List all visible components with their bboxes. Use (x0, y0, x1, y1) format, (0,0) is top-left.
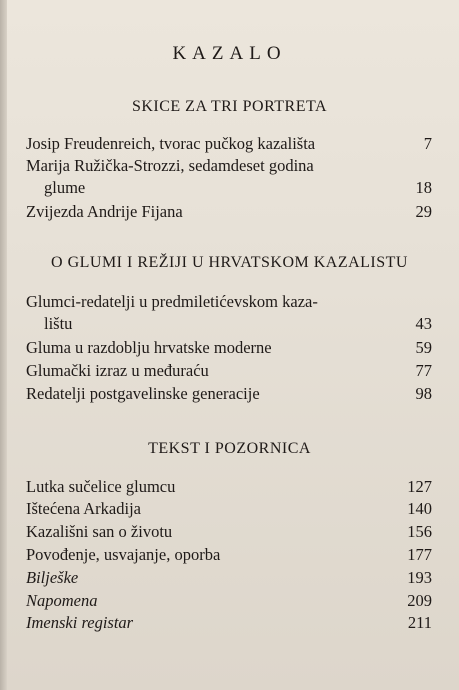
toc-entry (26, 155, 432, 199)
toc-entry-title-continuation: lištu (44, 314, 73, 333)
toc-entry (26, 590, 432, 612)
toc-entry-title: Kazališni san o životu (26, 522, 173, 541)
toc-entry-page: 43 (415, 314, 432, 333)
toc-entry-page: 140 (407, 499, 432, 518)
toc-entry (26, 201, 432, 223)
toc-entry-page: 177 (407, 545, 432, 564)
toc-entry (26, 521, 432, 543)
toc-entry (26, 337, 432, 359)
toc-entry-page: 127 (407, 477, 432, 496)
toc-entry-title: Imenski registar (26, 613, 134, 632)
toc-entry-page: 98 (415, 384, 432, 403)
toc-entry (26, 476, 432, 498)
toc-entry-title: Lutka sučelice glumcu (26, 477, 176, 496)
toc-entry-page: 18 (415, 178, 432, 197)
toc-entry-page: 211 (407, 613, 432, 632)
toc-entry-title: Glumci-redatelji u predmiletićevskom kaza- (26, 292, 318, 311)
toc-entry-title-continuation: glume (44, 178, 86, 197)
toc-entry-page: 7 (423, 134, 432, 153)
toc-entry-title: Gluma u razdoblju hrvatske moderne (26, 338, 272, 357)
page-title: KAZALO (172, 43, 287, 64)
section-heading: TEKST I POZORNICA (148, 440, 311, 457)
toc-entry (26, 544, 432, 566)
toc-entry (26, 567, 432, 589)
toc-entry-page: 59 (415, 338, 432, 357)
toc-entry-title: Josip Freudenreich, tvorac pučkog kazališta (26, 134, 316, 153)
toc-entry (26, 291, 432, 335)
toc-entry-page: 29 (415, 202, 432, 221)
toc-entry-title: Napomena (26, 591, 98, 610)
toc-entry-title: Bilješke (26, 568, 79, 587)
toc-entry-page: 156 (407, 522, 432, 541)
toc-entry (26, 383, 432, 405)
toc-entry-title: Ištećena Arkadija (26, 499, 141, 518)
section-heading: SKICE ZA TRI PORTRETA (131, 98, 328, 115)
toc-entry-title: Marija Ružička-Strozzi, sedamdeset godina (26, 156, 314, 175)
toc-entry (26, 360, 432, 382)
toc-entry-page: 209 (407, 591, 432, 610)
toc-entry-page: 77 (415, 361, 432, 380)
toc-entry-page: 193 (407, 568, 432, 587)
toc-entry-title: Povođenje, usvajanje, oporba (26, 545, 221, 564)
toc-entry-title: Redatelji postgavelinske generacije (26, 384, 260, 403)
toc-entry-title: Glumački izraz u međuraću (26, 361, 209, 380)
section-heading: O GLUMI I REŽIJI U HRVATSKOM KAZALISTU (51, 254, 408, 271)
toc-entry-title: Zvijezda Andrije Fijana (26, 202, 183, 221)
toc-entry (26, 612, 432, 634)
toc-entry (26, 133, 432, 155)
toc-entry (26, 498, 432, 520)
